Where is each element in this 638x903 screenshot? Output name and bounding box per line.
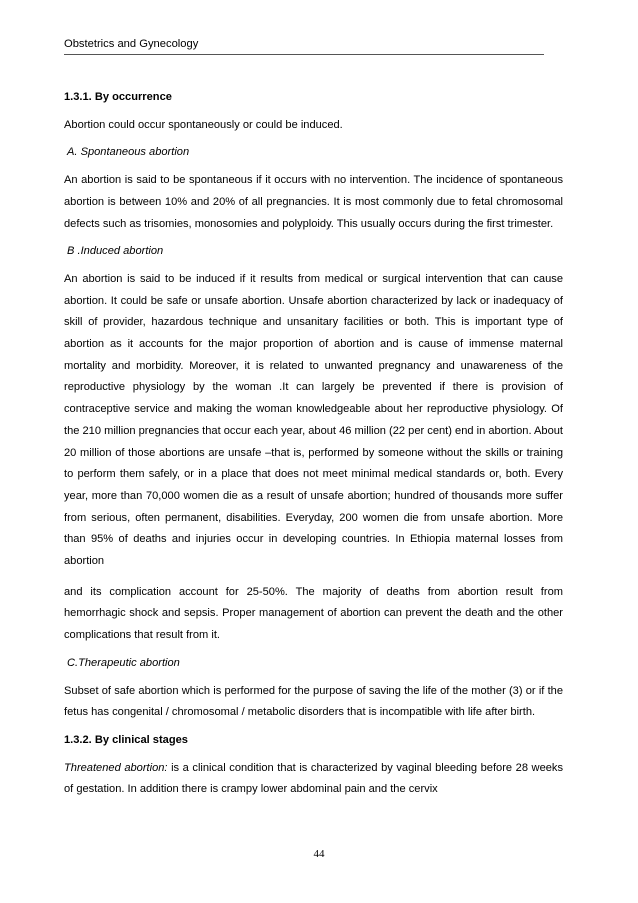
subheading-induced: B .Induced abortion: [67, 245, 164, 258]
paragraph-induced-1: An abortion is said to be induced if it results from medical or surgical intervention that can cause abortion. It could be safe or unsafe abortion. Unsafe abortion characterized by lack or inadequacy of skill of provider, hazardous technique and unsanitary facilities or both. This is important type of abortion as it accounts for the major proportion of abortion and is cause of immense maternal mortality and morbidity. Moreover, it is related to unwanted pregnancy and unawareness of the reproductive physiology by the woman .It can largely be prevented if there is provision of contraceptive service and making the woman knowledgeable about her reproductive physiology. Of the 210 million pregnancies that occur each year, about 46 million (22 per cent) end in abortion. About 20 million of those abortions are unsafe –that is, performed by someone without the skills or training to perform them safely, or in a place that does not meet minimal medical standards or, both. Every year, more than 70,000 women die as a result of unsafe abortion; hundred of thousands more suffer from serious, often permanent, disabilities. Everyday, 200 women die from unsafe abortion. More than 95% of deaths and injuries occur in developing countries. In Ethiopia maternal losses from abortion: [64, 272, 563, 568]
paragraph-spontaneous: An abortion is said to be spontaneous if it occurs with no intervention. The incidence of spontaneous abortion is between 10% and 20% of all pregnancies. It is most commonly due to fetal chromosomal defects such as trisomies, monosomies and polyploidy. This usually occurs during the first trimester.: [64, 174, 563, 230]
paragraph-induced-2: and its complication account for 25-50%. The majority of deaths from abortion result from hemorrhagic shock and sepsis. Proper management of abortion can prevent the death and the other complications that result from it.: [64, 585, 563, 642]
section-heading-clinical-stages: 1.3.2. By clinical stages: [64, 733, 188, 746]
paragraph-threatened: [64, 758, 563, 801]
page-body: [64, 87, 563, 807]
threatened-term: Threatened abortion:: [64, 761, 168, 774]
page-number: 44: [313, 848, 325, 860]
subheading-therapeutic: C.Therapeutic abortion: [67, 656, 180, 669]
paragraph-intro: Abortion could occur spontaneously or could be induced.: [64, 118, 343, 131]
section-heading-occurrence: 1.3.1. By occurrence: [64, 91, 172, 103]
subheading-spontaneous: A. Spontaneous abortion: [67, 146, 190, 159]
running-header: Obstetrics and Gynecology: [64, 38, 544, 55]
threatened-text: is a clinical condition that is characterized by vaginal bleeding before 28 weeks of gestation. In addition there is crampy lower abdominal pain and the cervix: [64, 761, 564, 796]
paragraph-therapeutic: Subset of safe abortion which is performed for the purpose of saving the life of the mother (3) or if the fetus has congenital / chromosomal / metabolic disorders that is incompatible with life after birth.: [64, 684, 563, 719]
